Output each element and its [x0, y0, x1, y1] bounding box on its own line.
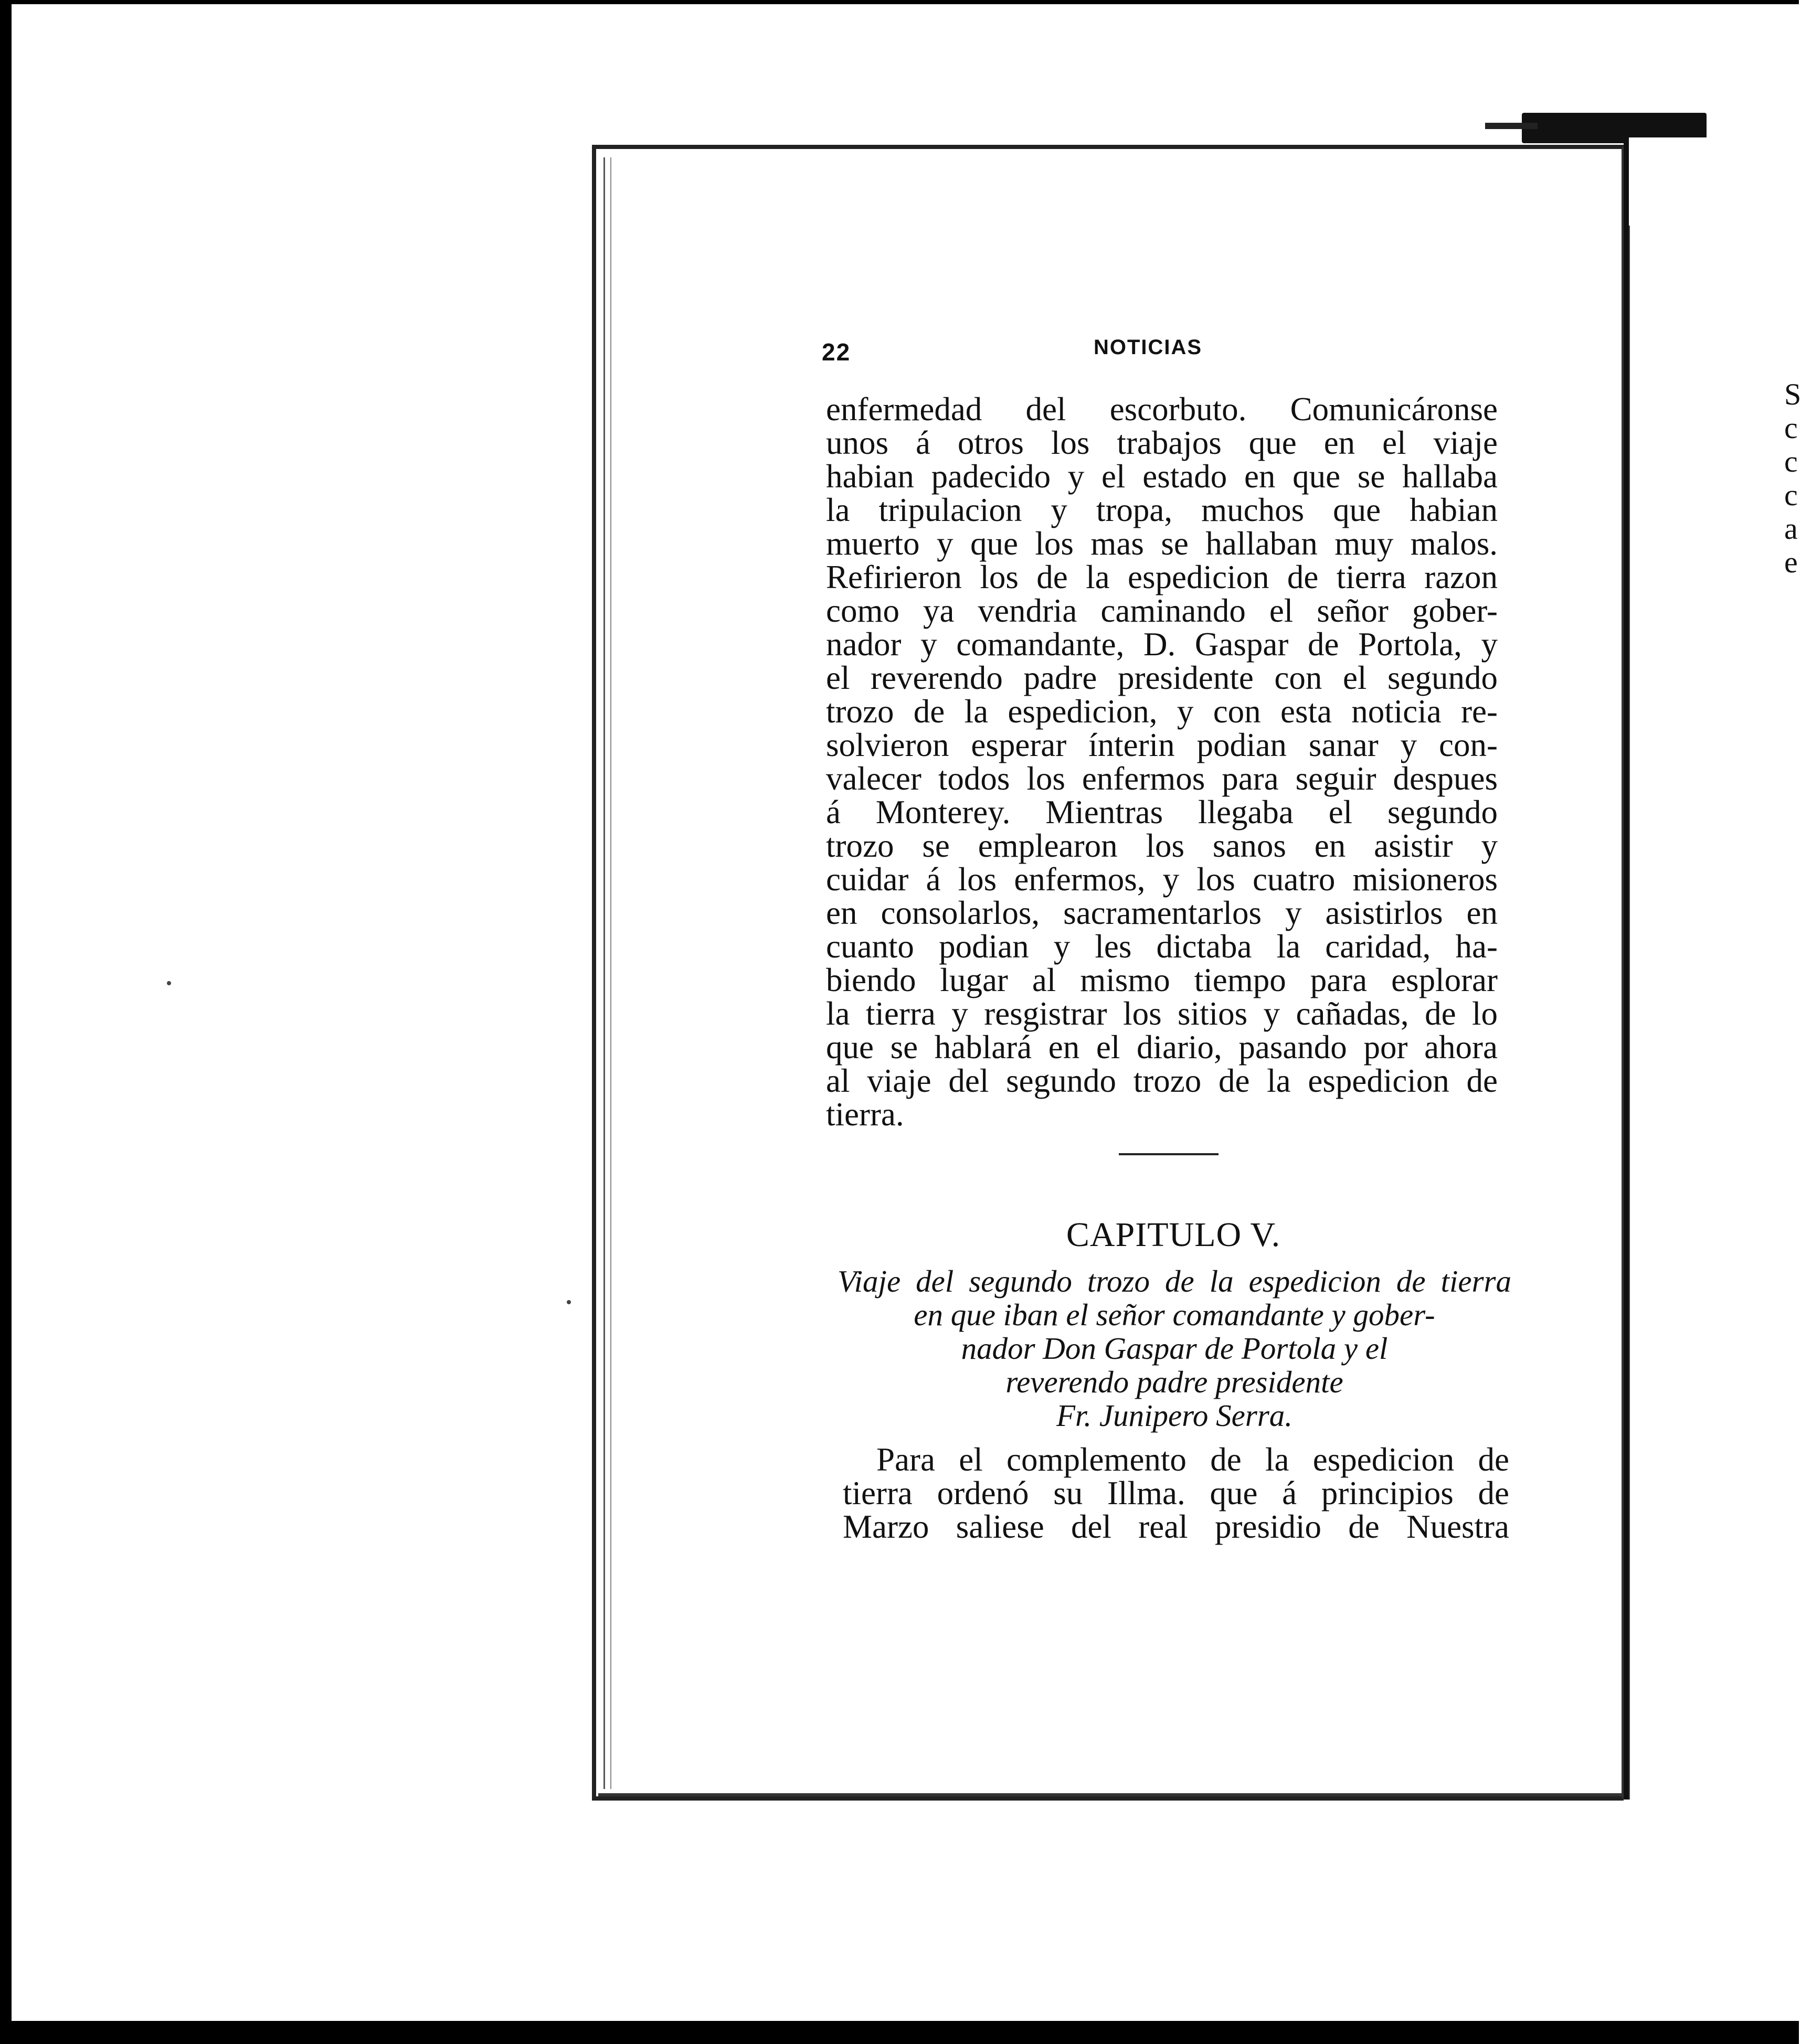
- summary-line: reverendo padre presidente: [1005, 1365, 1343, 1399]
- chapter-heading: CAPITULO V.: [1066, 1216, 1281, 1254]
- scan-speck: [567, 1300, 571, 1304]
- text-line: muerto y que los mas se hallaban muy malos.: [826, 525, 1498, 562]
- tape-edge: [1485, 123, 1538, 129]
- paragraph-continued: [826, 392, 1498, 1131]
- facing-page-letter: c: [1784, 411, 1798, 445]
- text-line: la tripulacion y tropa, muchos que habian: [826, 492, 1498, 528]
- text-line: Marzo saliese del real presidio de Nuestra: [843, 1508, 1509, 1545]
- text-line: trozo se emplearon los sanos en asistir y: [826, 827, 1498, 864]
- book-bottom-edge: [598, 1793, 1799, 1796]
- text-line: á Monterey. Mientras llegaba el segundo: [826, 794, 1498, 831]
- page-stack-edge: [603, 157, 611, 1789]
- text-line: enfermedad del escorbuto. Comunicáronse: [826, 391, 1498, 428]
- scan-border-bottom: [0, 2021, 1799, 2044]
- text-line: Para el complemento de la espedicion de: [876, 1441, 1509, 1478]
- running-head: [822, 332, 1504, 366]
- facing-page-letter: e: [1784, 545, 1798, 579]
- text-line: tierra ordenó su Illma. que á principios de: [843, 1475, 1509, 1511]
- facing-page-text-edge: [1784, 378, 1799, 579]
- text-line: biendo lugar al mismo tiempo para esplorar: [826, 962, 1498, 998]
- text-line: el reverendo padre presidente con el segundo: [826, 659, 1498, 696]
- chapter-summary: [838, 1264, 1511, 1432]
- text-line: al viaje del segundo trozo de la espedicion de: [826, 1062, 1498, 1099]
- facing-page-letter: c: [1784, 444, 1798, 478]
- facing-page-gutter: [1629, 226, 1633, 1800]
- facing-page-letter: a: [1784, 512, 1798, 546]
- facing-page-letter: c: [1784, 478, 1798, 512]
- scan-border-top: [0, 0, 1799, 4]
- summary-line: en que iban el señor comandante y gober-: [914, 1297, 1435, 1332]
- summary-line: Fr. Junipero Serra.: [1056, 1398, 1293, 1433]
- text-line: la tierra y resgistrar los sitios y cañadas, de lo: [826, 995, 1498, 1032]
- facing-page: [1624, 137, 1799, 1800]
- scan-speck: [167, 981, 171, 985]
- summary-line: Viaje del segundo trozo de la espedicion de tierra: [838, 1264, 1511, 1298]
- section-divider: [1119, 1153, 1219, 1155]
- facing-page-letter: S: [1784, 377, 1801, 411]
- chapter-opening-paragraph: [843, 1443, 1509, 1543]
- page-number: 22: [822, 338, 851, 366]
- text-line: Refirieron los de la espedicion de tierra razon: [826, 559, 1498, 595]
- text-line: en consolarlos, sacramentarlos y asistirlos en: [826, 895, 1498, 931]
- text-line: que se hablará en el diario, pasando por ahora: [826, 1029, 1498, 1066]
- text-line: valecer todos los enfermos para seguir despues: [826, 760, 1498, 797]
- text-line: habian padecido y el estado en que se hallaba: [826, 458, 1498, 495]
- text-line: unos á otros los trabajos que en el viaje: [826, 424, 1498, 461]
- text-line: cuanto podian y les dictaba la caridad, ha-: [826, 928, 1498, 965]
- text-line: como ya vendria caminando el señor gober-: [826, 592, 1498, 629]
- text-line: tierra.: [826, 1096, 904, 1133]
- scan-border-left: [0, 0, 12, 2044]
- text-line: solvieron esperar ínterin podian sanar y con-: [826, 727, 1498, 763]
- text-line: nador y comandante, D. Gaspar de Portola, y: [826, 626, 1498, 663]
- text-line: trozo de la espedicion, y con esta noticia re-: [826, 693, 1498, 730]
- running-title: NOTICIAS: [1094, 336, 1203, 359]
- summary-line: nador Don Gaspar de Portola y el: [961, 1331, 1388, 1366]
- text-line: cuidar á los enfermos, y los cuatro misioneros: [826, 861, 1498, 898]
